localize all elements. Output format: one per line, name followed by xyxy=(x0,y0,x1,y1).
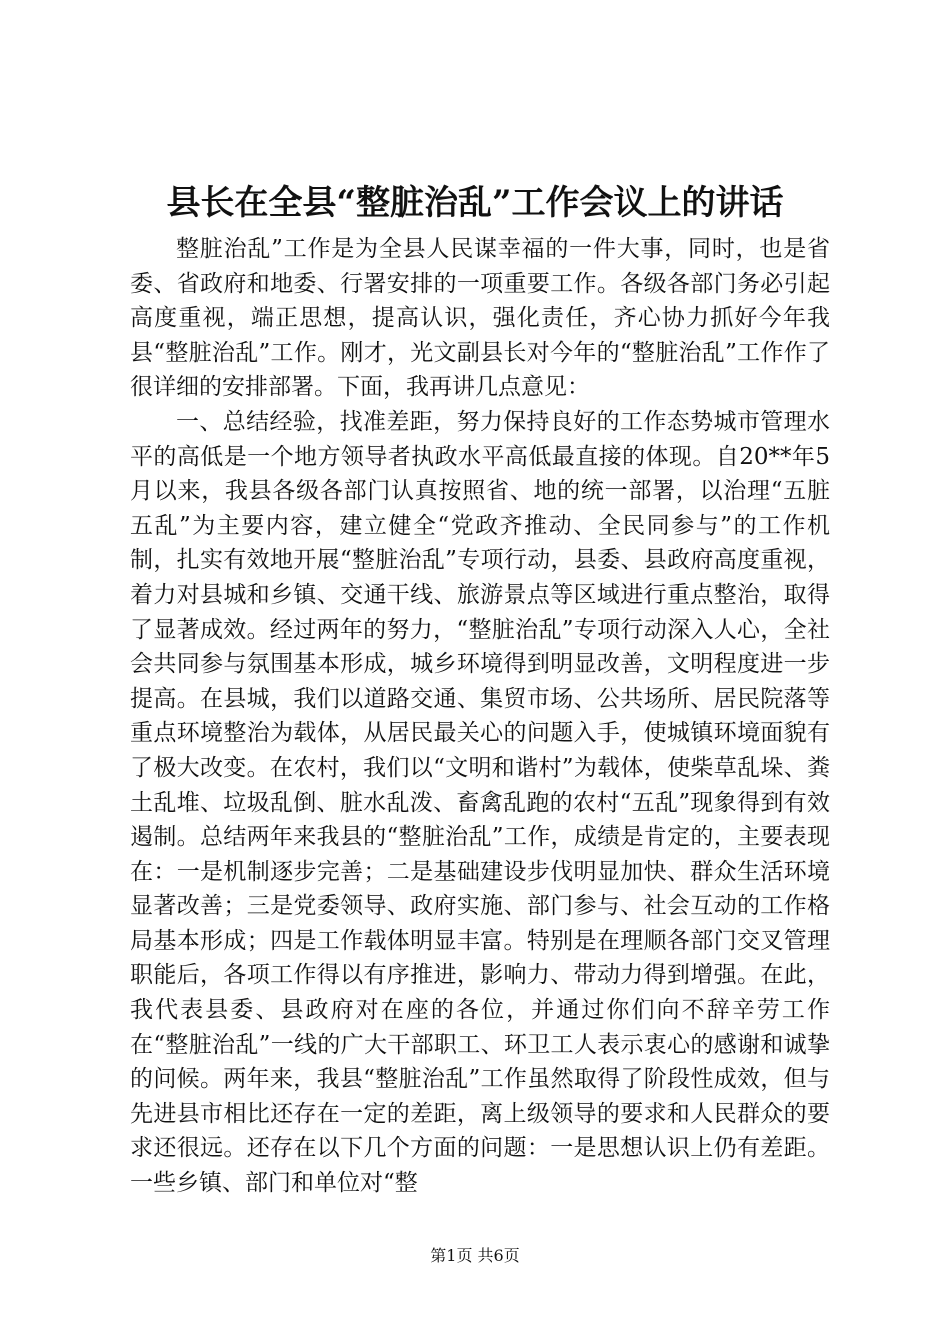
document-title: 县长在全县“整脏治乱”工作会议上的讲话 xyxy=(166,183,784,223)
page-indicator: 第1页 共6页 xyxy=(430,1246,520,1265)
paragraph-section-one: 一、总结经验，找准差距，努力保持良好的工作态势城市管理水平的高低是一个地方领导者执政水平高低最直接的体现。自20**年5月以来，我县各级各部门认真按照省、地的统一部署，以治理“五脏五乱”为主要内容，建立健全“党政齐推动、全民同参与”的工作机制，扎实有效地开展“整脏治乱”专项行动，县委、县政府高度重视，着力对县城和乡镇、交通干线、旅游景点等区域进行重点整治，取得了显著成效。经过两年的努力，“整脏治乱”专项行动深入人心，全社会共同参与氛围基本形成，城乡环境得到明显改善，文明程度进一步提高。在县城，我们以道路交通、集贸市场、公共场所、居民院落等重点环境整治为载体，从居民最关心的问题入手，使城镇环境面貌有了极大改变。在农村，我们以“文明和谐村”为载体，使柴草乱垛、粪土乱堆、垃圾乱倒、脏水乱泼、畜禽乱跑的农村“五乱”现象得到有效遏制。总结两年来我县的“整脏治乱”工作，成绩是肯定的，主要表现在：一是机制逐步完善；二是基础建设步伐明显加快、群众生活环境显著改善；三是党委领导、政府实施、部门参与、社会互动的工作格局基本形成；四是工作载体明显丰富。特别是在理顺各部门交叉管理职能后，各项工作得以有序推进，影响力、带动力得到增强。在此，我代表县委、县政府对在座的各位，并通过你们向不辞辛劳工作在“整脏治乱”一线的广大干部职工、环卫工人表示衷心的感谢和诚挚的问候。两年来，我县“整脏治乱”工作虽然取得了阶段性成效，但与先进县市相比还存在一定的差距，离上级领导的要求和人民群众的要求还很远。还存在以下几个方面的问题：一是思想认识上仍有差距。一些乡镇、部门和单位对“整 xyxy=(130,408,830,1197)
document-body xyxy=(130,232,830,1201)
paragraph-intro: 整脏治乱”工作是为全县人民谋幸福的一件大事，同时，也是省委、省政府和地委、行署安排的一项重要工作。各级各部门务必引起高度重视，端正思想，提高认识，强化责任，齐心协力抓好今年我县“整脏治乱”工作。刚才，光文副县长对今年的“整脏治乱”工作作了很详细的安排部署。下面，我再讲几点意见： xyxy=(130,236,830,401)
page-footer xyxy=(0,1244,950,1268)
